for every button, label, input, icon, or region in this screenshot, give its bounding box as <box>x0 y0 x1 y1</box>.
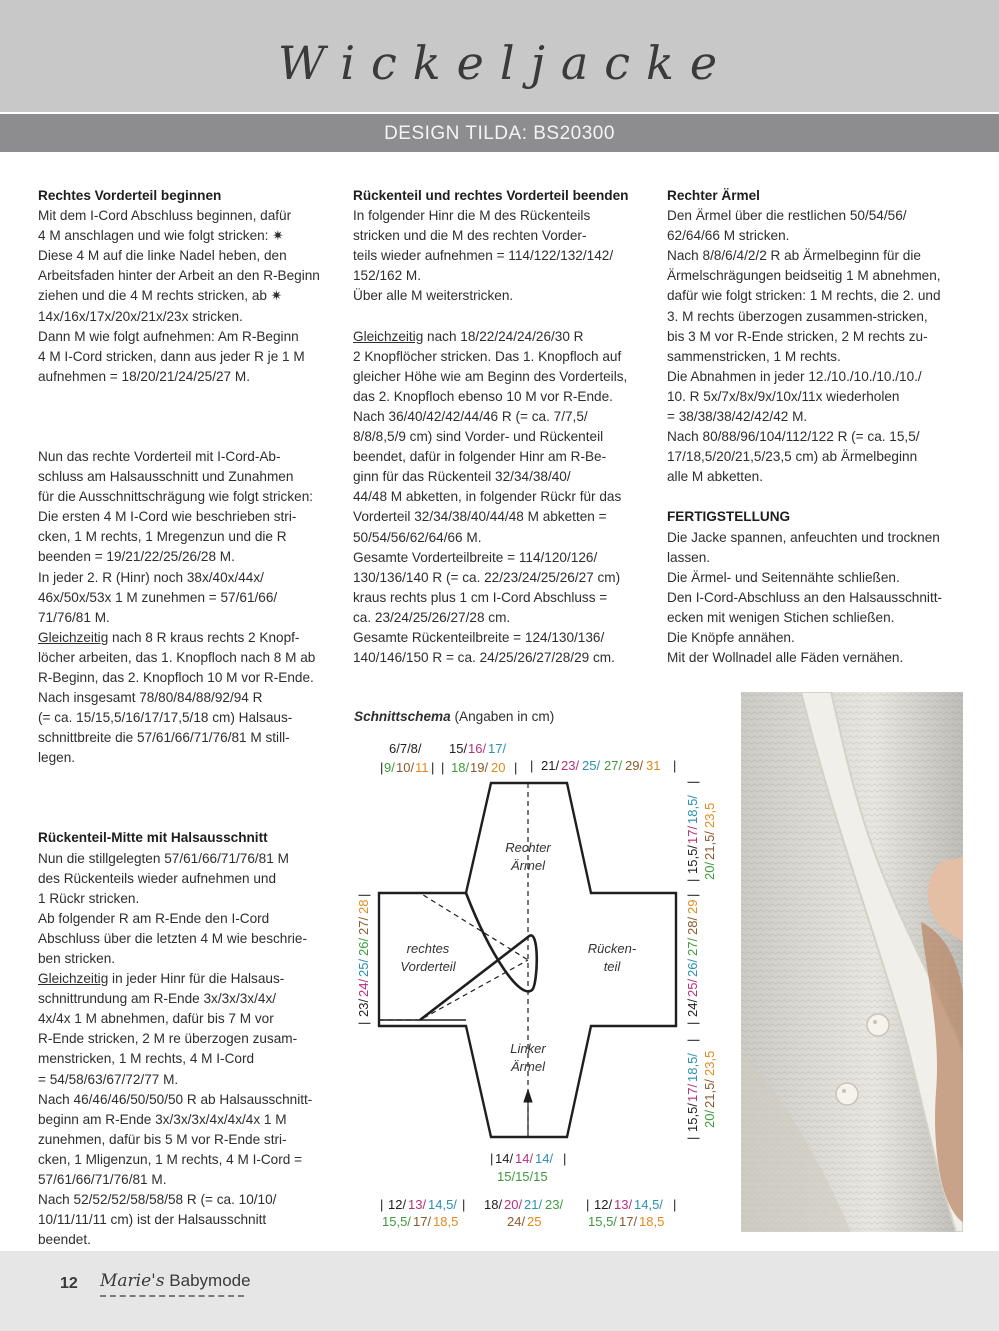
measure-text: 14,5/ <box>428 1197 457 1212</box>
text-line: Mit der Wollnadel alle Fäden vernähen. <box>667 650 904 666</box>
measure-bottom-left-1 <box>380 1197 465 1212</box>
svg-text:|: | <box>380 1197 384 1212</box>
text-line: Über alle M weiterstricken. <box>353 288 514 304</box>
svg-text:|: | <box>685 878 700 882</box>
text-line: legen. <box>38 750 76 766</box>
jacket-photo <box>741 692 963 1232</box>
text-line: ziehen und die 4 M rechts stricken, ab ✷ <box>38 288 283 304</box>
text-span: in jeder Hinr für die Halsaus- <box>108 971 285 987</box>
text-line: 10/11/11/11 cm) ist der Halsausschnitt <box>38 1212 267 1228</box>
underlined-word: Gleichzeitig <box>38 971 109 987</box>
svg-text:|: | <box>673 1197 677 1212</box>
text-line: Nach 52/52/52/58/58/58 R (= ca. 10/10/ <box>38 1192 277 1208</box>
measure-text: 17/ <box>685 825 700 844</box>
text-line <box>353 327 648 347</box>
schema-caption <box>354 709 554 724</box>
measure-text: 21/ <box>524 1197 543 1212</box>
measure-sleeve-top-1 <box>685 781 700 882</box>
text-line: stricken und die M des rechten Vorder- <box>353 228 587 244</box>
text-line: Nach 46/46/46/50/50/50 R ab Halsausschnitt- <box>38 1091 313 1107</box>
measure-text: 20/ <box>702 861 717 880</box>
text-line: Diese 4 M auf die linke Nadel heben, den <box>38 248 287 264</box>
measure-text: 18/ <box>484 1197 503 1212</box>
measure-text: 26/ <box>356 937 371 956</box>
svg-text:|: | <box>685 1021 700 1025</box>
measure-text: 16/ <box>468 741 487 756</box>
measure-text: 23,5 <box>702 1050 717 1076</box>
measure-text: 17/ <box>413 1214 432 1229</box>
text-line: 3. M rechts überzogen zusammen-stricken, <box>667 308 928 324</box>
text-line: lassen. <box>667 549 711 565</box>
measure-bottom-right-2 <box>588 1214 664 1229</box>
text-line: Ab folgender R am R-Ende den I-Cord <box>38 910 270 926</box>
text-line: Arbeitsfaden hinter der Arbeit an den R-Beginn <box>38 268 320 284</box>
text-line: 44/48 M abketten, in folgender Rückr für das <box>353 489 622 505</box>
column-2 <box>353 186 648 668</box>
text-line: = 54/58/63/67/72/77 M. <box>38 1071 179 1087</box>
text-line: Nun das rechte Vorderteil mit I-Cord-Ab- <box>38 448 281 464</box>
svg-text:|: | <box>530 758 534 773</box>
label-teil: teil <box>603 959 621 974</box>
measure-text: 29 <box>685 899 700 914</box>
text-line: Die Jacke spannen, anfeuchten und trocknen <box>667 529 940 545</box>
measure-text: 18,5/ <box>685 795 700 824</box>
text-line: aufnehmen = 18/20/21/24/25/27 M. <box>38 368 250 384</box>
measure-text: 27/ <box>356 916 371 935</box>
measure-text: 15,5/ <box>685 1103 700 1132</box>
text-line: Nun die stillgelegten 57/61/66/71/76/81 M <box>38 850 289 866</box>
section-title: FERTIGSTELLUNG <box>667 509 791 525</box>
text-line <box>38 628 333 648</box>
measure-text: 20 <box>491 760 506 775</box>
text-line: kraus rechts plus 1 cm I-Cord Abschluss = <box>353 589 608 605</box>
measure-top-mid-1 <box>449 741 506 756</box>
label-ruecken: Rücken- <box>587 941 637 956</box>
text-line: Den I-Cord-Abschluss an den Halsausschnitt- <box>667 589 943 605</box>
text-line: 62/64/66 M stricken. <box>667 228 790 244</box>
measure-text: 15,5/ <box>382 1214 411 1229</box>
text-line: beendet. <box>38 1232 91 1248</box>
text-line: dafür wie folgt stricken: 1 M rechts, die 2. und <box>667 288 941 304</box>
measure-text: 24/ <box>507 1214 526 1229</box>
text-line: Nach insgesamt 78/80/84/88/92/94 R <box>38 690 263 706</box>
text-line: schnittrundung am R-Ende 3x/3x/3x/4x/ <box>38 991 277 1007</box>
brand-underline <box>100 1295 244 1297</box>
measure-left-vertical <box>356 894 371 1025</box>
text-line: für die Ausschnittschrägung wie folgt stricken: <box>38 489 314 505</box>
label-aermel-bot: Ärmel <box>511 1059 545 1074</box>
measure-text: 17/ <box>685 1083 700 1102</box>
measure-text: 26/ <box>685 958 700 977</box>
measure-text: 23/ <box>561 758 580 773</box>
page-number: 12 <box>60 1275 78 1292</box>
label-vorderteil: Vorderteil <box>400 959 456 974</box>
button-2 <box>836 1083 858 1105</box>
text-line: alle M abketten. <box>667 469 763 485</box>
measure-text: 23,5 <box>702 802 717 828</box>
measure-text: 15,5/ <box>588 1214 617 1229</box>
measure-top-left-1: 6/7/8/ <box>389 741 422 756</box>
text-line: 130/136/140 R (= ca. 22/23/24/25/26/27 cm) <box>353 569 621 585</box>
text-line: Den Ärmel über die restlichen 50/54/56/ <box>667 208 907 224</box>
measure-text: 13/ <box>408 1197 427 1212</box>
measure-text: 25/ <box>582 758 601 773</box>
section-title: Rechter Ärmel <box>667 188 760 203</box>
measure-bottom-mid-1 <box>484 1197 563 1212</box>
measure-text: 24/ <box>356 978 371 997</box>
text-line: das 2. Knopfloch ebenso 10 M vor R-Ende. <box>353 388 613 404</box>
measure-text: 25 <box>527 1214 542 1229</box>
svg-text:|: | <box>673 758 677 773</box>
measure-text: 20/ <box>702 1109 717 1128</box>
text-line: (= ca. 15/15,5/16/17/17,5/18 cm) Halsaus- <box>38 710 293 726</box>
measure-text: 24/ <box>685 998 700 1017</box>
svg-text:|: | <box>356 893 371 897</box>
text-line: gleicher Höhe wie am Beginn des Vorderteils, <box>353 368 628 384</box>
text-line: 4x/4x 1 M abnehmen, dafür bis 7 M vor <box>38 1011 274 1027</box>
svg-text:|: | <box>441 760 445 775</box>
text-line: In jeder 2. R (Hinr) noch 38x/40x/44x/ <box>38 569 264 585</box>
measure-text: 11 <box>415 760 429 775</box>
measure-text: 21/ <box>541 758 560 773</box>
measure-text: 9/ <box>384 760 395 775</box>
text-line: Nach 80/88/96/104/112/122 R (= ca. 15,5/ <box>667 429 920 445</box>
svg-text:|: | <box>514 760 518 775</box>
text-line: Die Knöpfe annähen. <box>667 629 795 645</box>
text-line: schluss am Halsausschnitt und Zunahmen <box>38 469 294 485</box>
svg-text:|: | <box>685 1136 700 1140</box>
label-aermel-top: Ärmel <box>511 858 545 873</box>
measure-top-right <box>530 758 676 773</box>
label-linker: Linker <box>510 1041 546 1056</box>
text-line: beendet, dafür in folgender Hinr am R-Be- <box>353 449 607 465</box>
text-line: ca. 23/24/25/26/27/28 cm. <box>353 609 511 625</box>
brand-name: Babymode <box>164 1271 251 1290</box>
text-line: 152/162 M. <box>353 268 422 284</box>
text-line: R-Beginn, das 2. Knopfloch 10 M vor R-Ende. <box>38 669 314 685</box>
measure-text: 28 <box>356 899 371 914</box>
design-label: DESIGN TILDA: BS20300 <box>0 114 999 152</box>
svg-text:|: | <box>685 1038 700 1042</box>
measure-text: 21,5/ <box>702 1079 717 1108</box>
measure-text: 27/ <box>685 937 700 956</box>
text-line: ben stricken. <box>38 951 116 966</box>
text-line: Abschluss über die letzten 4 M wie beschrie- <box>38 930 307 946</box>
measure-text: 14,5/ <box>634 1197 663 1212</box>
column-1 <box>38 186 333 1250</box>
text-line: cken, 1 M rechts, 1 Mregenzun und die R <box>38 529 287 545</box>
text-line: beginn am R-Ende 3x/3x/3x/4x/4x/4x 1 M <box>38 1111 287 1127</box>
section-title: Rückenteil-Mitte mit Halsausschnitt <box>38 830 268 846</box>
measure-text: 28/ <box>685 916 700 935</box>
text-line: 8/8/8,5/9 cm) sind Vorder- und Rückenteil <box>353 429 604 445</box>
text-line: des Rückenteils wieder aufnehmen und <box>38 870 277 886</box>
footer-band <box>0 1251 999 1331</box>
text-line: 10. R 5x/7x/8x/9x/10x/11x wiederholen <box>667 388 900 404</box>
text-line: 4 M I-Cord stricken, dann aus jeder R je 1 M <box>38 348 305 364</box>
text-line: Dann M wie folgt aufnehmen: Am R-Beginn <box>38 328 299 344</box>
text-line: = 38/38/38/42/42/42 M. <box>667 409 808 425</box>
text-line: Die ersten 4 M I-Cord wie beschrieben stri- <box>38 509 297 525</box>
text-line: In folgender Hinr die M des Rückenteils <box>353 208 591 224</box>
text-line: Die Abnahmen in jeder 12./10./10./10./10./ <box>667 368 922 384</box>
text-line: Nach 8/8/6/4/2/2 R ab Ärmelbeginn für die <box>667 248 921 264</box>
text-line: menstricken, 1 M rechts, 4 M I-Cord <box>38 1051 255 1067</box>
text-line: 1 Rückr stricken. <box>38 890 140 906</box>
grain-arrow <box>524 1090 532 1135</box>
text-line: Vorderteil 32/34/38/40/44/48 M abketten = <box>353 509 607 525</box>
text-line: 57/61/66/71/76/81 M. <box>38 1172 167 1188</box>
measure-text: 15/ <box>449 741 468 756</box>
measure-cuff-2: 15/15/15 <box>497 1169 548 1184</box>
text-span: nach 8 R kraus rechts 2 Knopf- <box>108 629 300 645</box>
text-line: 140/146/150 R = ca. 24/25/26/27/28/29 cm. <box>353 650 615 666</box>
text-line: 71/76/81 M. <box>38 609 110 625</box>
column-3 <box>667 186 961 668</box>
page-title: Wickeljacke <box>277 36 734 90</box>
measure-text: 18/ <box>451 760 470 775</box>
brand-script: Marie's <box>100 1271 165 1291</box>
measure-top-left-2 <box>380 760 434 775</box>
text-line: ginn für das Rückenteil 32/34/38/40/ <box>353 469 571 485</box>
measure-sleeve-bottom-1 <box>685 1039 700 1140</box>
text-line: 17/18,5/20/21,5/23,5 cm) ab Ärmelbeginn <box>667 449 918 465</box>
measure-bottom-mid-2 <box>507 1214 541 1229</box>
svg-text:|: | <box>431 760 435 775</box>
text-line: 4 M anschlagen und wie folgt stricken: ✷ <box>38 228 284 244</box>
section-title: Rückenteil und rechtes Vorderteil beenden <box>353 188 629 203</box>
svg-text:|: | <box>685 893 700 897</box>
measure-top-mid-2 <box>441 760 517 775</box>
measure-text: 14/ <box>535 1151 554 1166</box>
svg-text:|: | <box>380 760 384 775</box>
magazine-brand <box>100 1271 251 1291</box>
measure-text: 17/ <box>488 741 507 756</box>
measure-sleeve-bottom-2 <box>702 1051 717 1128</box>
measure-text: 15,5/ <box>685 845 700 874</box>
text-line: Die Ärmel- und Seitennähte schließen. <box>667 569 900 585</box>
measure-text: 21,5/ <box>702 831 717 860</box>
measure-text: 23/ <box>545 1197 564 1212</box>
pattern-schematic <box>340 735 740 1235</box>
neckline <box>420 893 537 1020</box>
measure-text: 18,5 <box>433 1214 459 1229</box>
text-line <box>38 969 333 989</box>
button-1 <box>867 1014 889 1036</box>
measure-text: 18,5 <box>639 1214 665 1229</box>
text-line: sammenstricken, 1 M rechts. <box>667 348 841 364</box>
text-line: bis 3 M vor R-Ende stricken, 2 M rechts zu- <box>667 328 928 344</box>
measure-cuff-1 <box>490 1151 566 1166</box>
measure-text: 17/ <box>619 1214 638 1229</box>
text-line: Mit dem I-Cord Abschluss beginnen, dafür <box>38 208 292 224</box>
text-line: 14x/16x/17x/20x/21x/23x stricken. <box>38 308 243 324</box>
text-line: zunehmen, dafür bis 5 M vor R-Ende stri- <box>38 1131 287 1147</box>
measure-text: 12/ <box>594 1197 613 1212</box>
svg-text:|: | <box>685 780 700 784</box>
measure-right-vertical <box>685 894 700 1025</box>
underlined-word: Gleichzeitig <box>353 328 424 344</box>
svg-text:|: | <box>356 1021 371 1025</box>
schema-caption-rest: (Angaben in cm) <box>450 709 555 724</box>
label-rechter: Rechter <box>505 840 551 855</box>
measure-text: 25/ <box>356 958 371 977</box>
svg-text:|: | <box>462 1197 466 1212</box>
text-line: teils wieder aufnehmen = 114/122/132/142/ <box>353 248 614 264</box>
svg-text:|: | <box>490 1151 494 1166</box>
underlined-word: Gleichzeitig <box>38 629 109 645</box>
text-line: beenden = 19/21/22/25/26/28 M. <box>38 549 235 565</box>
measure-text: 14/ <box>515 1151 534 1166</box>
measure-text: 13/ <box>614 1197 633 1212</box>
measure-text: 29/ <box>625 758 644 773</box>
measure-text: 27/ <box>604 758 623 773</box>
schema-caption-bold: Schnittschema <box>354 709 451 724</box>
text-line: Nach 36/40/42/42/44/46 R (= ca. 7/7,5/ <box>353 408 588 424</box>
jacket-photo-image <box>741 692 963 1232</box>
measure-text: 18,5/ <box>685 1053 700 1082</box>
text-line: löcher arbeiten, das 1. Knopfloch nach 8 M ab <box>38 649 316 665</box>
measure-bottom-right-1 <box>586 1197 676 1212</box>
measure-bottom-left-2 <box>382 1214 458 1229</box>
text-line: R-Ende stricken, 2 M re überzogen zusam- <box>38 1031 298 1047</box>
measure-text: 25/ <box>685 978 700 997</box>
measure-text: 20/ <box>504 1197 523 1212</box>
text-line: ecken mit wenigen Stichen schließen. <box>667 609 895 625</box>
measure-sleeve-top-2 <box>702 803 717 880</box>
text-line: Ärmelschrägungen beidseitig 1 M abnehmen, <box>667 268 941 284</box>
measure-text: 14/ <box>495 1151 514 1166</box>
text-line: Gesamte Vorderteilbreite = 114/120/126/ <box>353 549 598 565</box>
svg-text:|: | <box>586 1197 590 1212</box>
label-rechtes: rechtes <box>406 941 450 956</box>
measure-text: 19/ <box>470 760 489 775</box>
measure-text: 23/ <box>356 998 371 1017</box>
text-span: nach 18/22/24/24/26/30 R <box>423 328 584 344</box>
text-line: 46x/50x/53x 1 M zunehmen = 57/61/66/ <box>38 589 278 605</box>
text-line: cken, 1 Mligenzun, 1 M rechts, 4 M I-Cord = <box>38 1151 303 1167</box>
text-line: schnittbreite die 57/61/66/71/76/81 M still- <box>38 730 290 746</box>
measure-text: 31 <box>646 758 661 773</box>
svg-text:|: | <box>563 1151 567 1166</box>
measure-text: 10/ <box>396 760 415 775</box>
text-line: Gesamte Rückenteilbreite = 124/130/136/ <box>353 629 605 645</box>
text-line: 50/54/56/62/64/66 M. <box>353 529 482 545</box>
measure-text: 12/ <box>388 1197 407 1212</box>
text-line: 2 Knopflöcher stricken. Das 1. Knopfloch auf <box>353 348 622 364</box>
section-title: Rechtes Vorderteil beginnen <box>38 188 222 203</box>
